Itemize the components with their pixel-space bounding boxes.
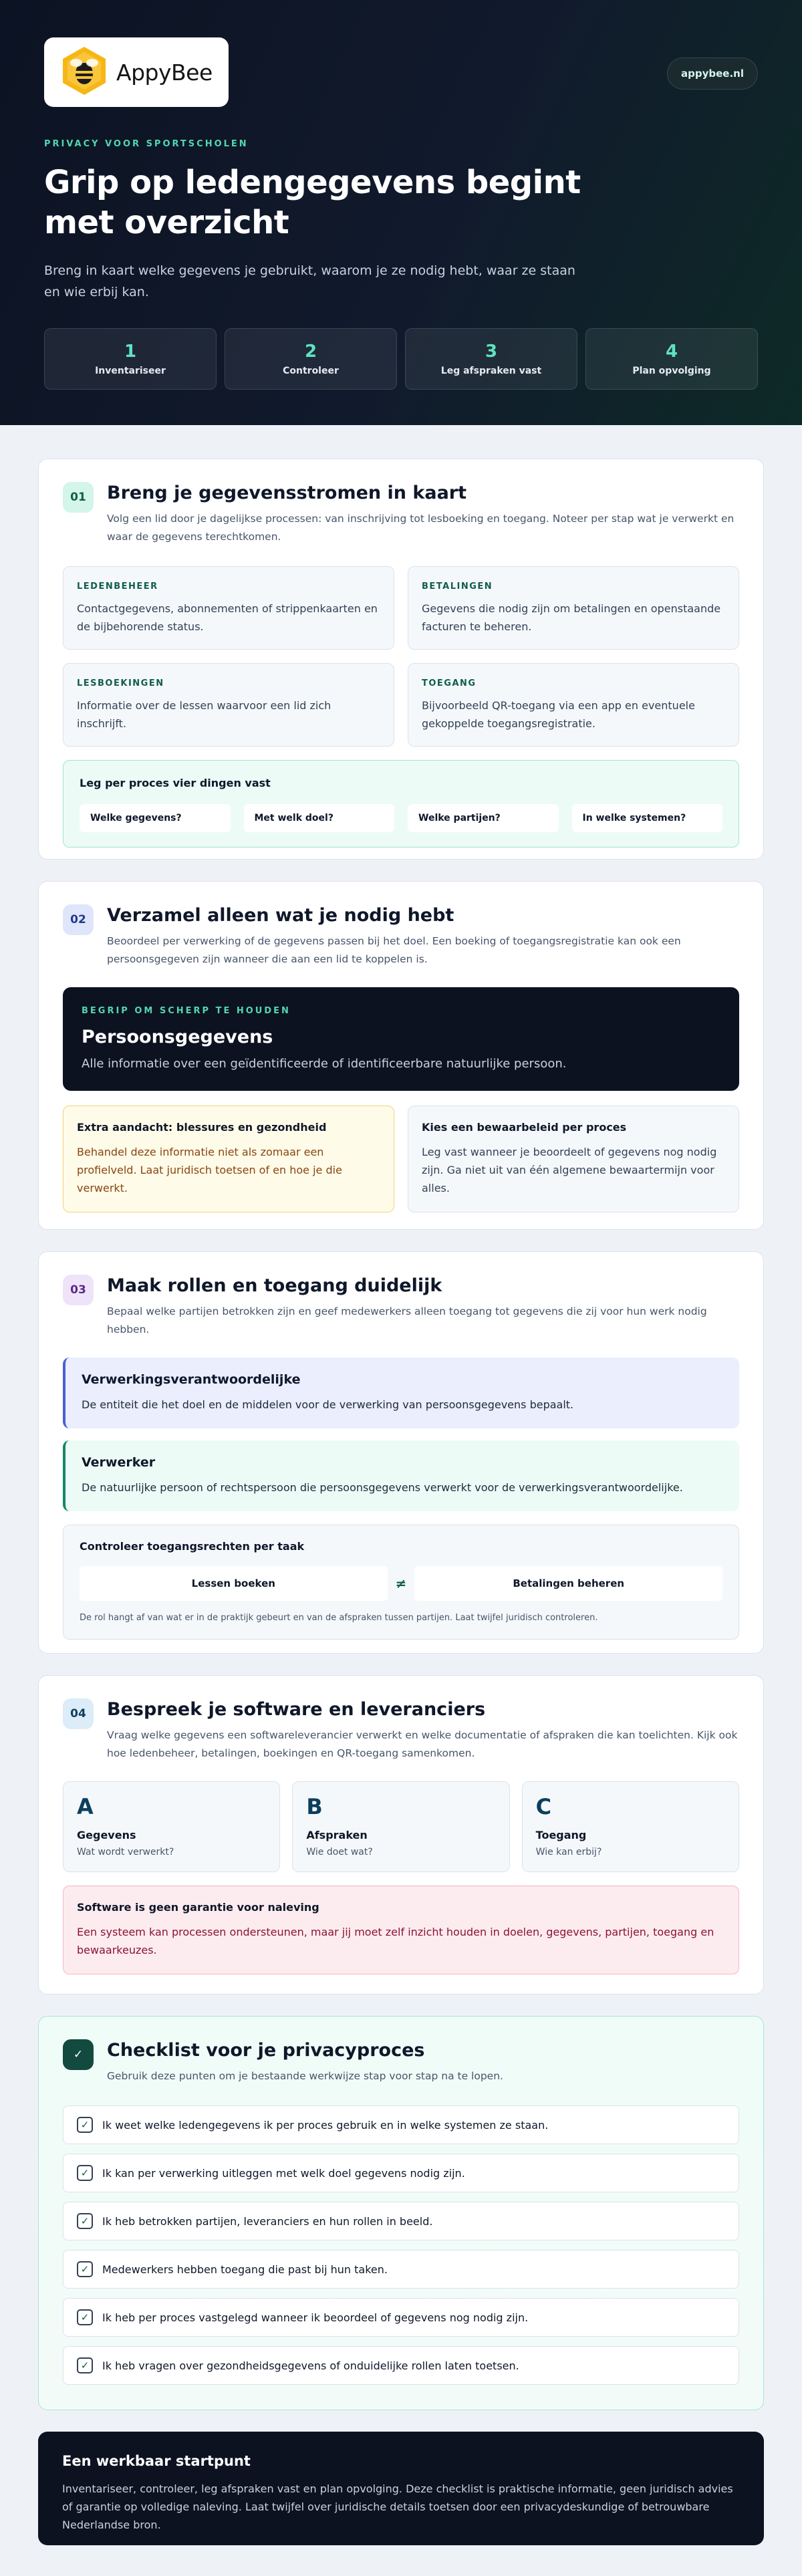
section-header (63, 904, 739, 969)
info-box-key: BETALINGEN (422, 582, 493, 592)
topic-card-afspraken (292, 1781, 509, 1872)
info-box-betalingen (408, 566, 739, 650)
bee-logo-icon (60, 45, 108, 99)
info-box-key: TOEGANG (422, 678, 477, 688)
access-rights-box (63, 1525, 739, 1640)
section-title: Bespreek je software en leveranciers (107, 1699, 486, 1720)
step-overview (44, 328, 758, 390)
step-card-1 (44, 328, 217, 390)
logo-text: AppyBee (116, 59, 213, 86)
info-box-text: Informatie over de lessen waarvoor een lid zich inschrijft. (77, 699, 331, 730)
section-number-badge: 03 (63, 1275, 94, 1305)
access-task-lessen-boeken: Lessen boeken (80, 1566, 388, 1601)
info-box-text: Gegevens die nodig zijn om betalingen en openstaande facturen te beheren. (422, 602, 721, 633)
section-description: Gebruik deze punten om je bestaande werkwijze stap voor stap na te lopen. (107, 2070, 503, 2082)
question-chip: Welke gegevens? (80, 804, 231, 832)
footer-title: Een werkbaar startpunt (62, 2453, 251, 2469)
software-warning-text: Een systeem kan processen ondersteunen, maar jij moet zelf inzicht houden in doelen, gegevens, partijen, toegang en bewaarkeuzes. (77, 1926, 714, 1956)
checkmark-icon: ✓ (63, 2039, 94, 2070)
retention-policy-box (408, 1106, 739, 1212)
role-text: De natuurlijke persoon of rechtspersoon die persoonsgegevens verwerkt voor de verwerkingsverantwoordelijke. (82, 1481, 683, 1494)
step-label: Leg afspraken vast (440, 366, 542, 376)
role-box-processor (63, 1440, 739, 1511)
checkbox-icon[interactable]: ✓ (77, 2165, 93, 2181)
definition-text: Alle informatie over een geïdentificeerde of identificeerbare natuurlijke persoon. (82, 1057, 567, 1071)
section-number-badge: 04 (63, 1698, 94, 1729)
question-chip: Met welk doel? (244, 804, 395, 832)
topic-title: Toegang (535, 1829, 587, 1841)
section-header (63, 482, 739, 546)
topic-card-gegevens (63, 1781, 280, 1872)
info-box-key: LEDENBEHEER (77, 582, 158, 592)
hero-header (0, 0, 802, 425)
hero-subtitle: Breng in kaart welke gegevens je gebruikt, waarom je ze nodig hebt, waar ze staan en wie erbij kan. (44, 263, 575, 299)
step-number: 2 (304, 342, 317, 362)
role-text: De entiteit die het doel en de middelen voor de verwerking van persoonsgegevens bepaalt. (82, 1398, 574, 1411)
info-box-lesboekingen (63, 663, 394, 747)
step-number: 1 (124, 342, 137, 362)
section-checklist (38, 2016, 764, 2410)
topic-letter: B (306, 1794, 323, 1819)
topic-letter: C (535, 1794, 552, 1819)
topic-card-toegang (522, 1781, 739, 1872)
software-warning-title: Software is geen garantie voor naleving (77, 1901, 319, 1914)
access-comparison (80, 1566, 722, 1601)
supplier-topics (63, 1781, 739, 1872)
section-title: Checklist voor je privacyproces (107, 2040, 425, 2061)
question-chips (80, 804, 722, 832)
checklist-item[interactable] (63, 2346, 739, 2385)
question-chip: Welke partijen? (408, 804, 559, 832)
section-title: Breng je gegevensstromen in kaart (107, 483, 467, 503)
topic-title: Afspraken (306, 1829, 368, 1841)
section-data-flows (38, 459, 764, 860)
attention-grid (63, 1106, 739, 1212)
info-box-text: Contactgegevens, abonnementen of strippenkaarten en de bijbehorende status. (77, 602, 378, 633)
role-title: Verwerkingsverantwoordelijke (82, 1372, 301, 1387)
health-warning-title: Extra aandacht: blessures en gezondheid (77, 1121, 327, 1134)
section-title: Verzamel alleen wat je nodig hebt (107, 905, 454, 926)
hero-eyebrow: PRIVACY VOOR SPORTSCHOLEN (44, 139, 249, 149)
definition-eyebrow: BEGRIP OM SCHERP TE HOUDEN (82, 1006, 291, 1016)
checklist-item[interactable] (63, 2250, 739, 2289)
checkbox-icon[interactable]: ✓ (77, 2117, 93, 2133)
not-equal-icon: ≠ (395, 1575, 407, 1591)
checklist-item[interactable] (63, 2202, 739, 2240)
question-chip: In welke systemen? (572, 804, 723, 832)
section-data-minimisation (38, 881, 764, 1230)
info-box-toegang (408, 663, 739, 747)
checklist-item-text: Ik weet welke ledengegevens ik per proces gebruik en in welke systemen ze staan. (102, 2118, 549, 2132)
section-description: Vraag welke gegevens een softwareleverancier verwerkt en welke documentatie of afspraken die kan toelichten. Kijk ook hoe ledenbeheer, betalingen, boekingen en QR-toegang samenkomen. (107, 1729, 738, 1759)
info-box-ledenbeheer (63, 566, 394, 650)
step-label: Controleer (283, 366, 339, 376)
checklist-items (63, 2105, 739, 2385)
checklist-item[interactable] (63, 2105, 739, 2144)
section-roles-access (38, 1251, 764, 1654)
topic-question: Wat wordt verwerkt? (77, 1847, 174, 1857)
definition-title: Persoonsgegevens (82, 1027, 273, 1047)
step-card-2 (225, 328, 397, 390)
page-title: Grip op ledengegevens begint met overzicht (44, 164, 581, 241)
checklist-item-text: Ik kan per verwerking uitleggen met welk doel gegevens nodig zijn. (102, 2166, 465, 2180)
checkbox-icon[interactable]: ✓ (77, 2261, 93, 2277)
role-title: Verwerker (82, 1455, 156, 1470)
site-link-pill[interactable]: appybee.nl (667, 57, 758, 90)
section-title: Maak rollen en toegang duidelijk (107, 1275, 442, 1296)
info-box-text: Bijvoorbeeld QR-toegang via een app en eventuele gekoppelde toegangsregistratie. (422, 699, 695, 730)
section-number-badge: 01 (63, 482, 94, 513)
retention-policy-title: Kies een bewaarbeleid per proces (422, 1121, 627, 1134)
access-rights-note: De rol hangt af van wat er in de praktijk gebeurt en van de afspraken tussen partijen. Laat twijfel juridisch controleren. (80, 1613, 598, 1623)
checklist-item-text: Ik heb vragen over gezondheidsgegevens of onduidelijke rollen laten toetsen. (102, 2359, 519, 2372)
hero-topbar (44, 37, 758, 107)
access-rights-title: Controleer toegangsrechten per taak (80, 1540, 305, 1553)
checkbox-icon[interactable]: ✓ (77, 2309, 93, 2325)
health-warning-box (63, 1106, 394, 1212)
definition-box-persoonsgegevens (63, 987, 739, 1091)
section-description: Beoordeel per verwerking of de gegevens passen bij het doel. Een boeking of toegangsregistratie kan ook een persoonsgegeven zijn wanneer die aan een lid te koppelen is. (107, 935, 681, 965)
step-label: Plan opvolging (632, 366, 711, 376)
role-box-controller (63, 1358, 739, 1428)
checklist-item-text: Ik heb betrokken partijen, leveranciers en hun rollen in beeld. (102, 2214, 433, 2228)
section-number-badge: 02 (63, 904, 94, 935)
checklist-item-text: Ik heb per proces vastgelegd wanneer ik beoordeel of gegevens nog nodig zijn. (102, 2311, 529, 2324)
section-description: Bepaal welke partijen betrokken zijn en geef medewerkers alleen toegang tot gegevens die zij voor hun werk nodig hebben. (107, 1305, 707, 1335)
footer-text: Inventariseer, controleer, leg afspraken vast en plan opvolging. Deze checklist is praktische informatie, geen juridisch advies of garantie op volledige naleving. Laat twijfel over juridische details toetsen door een privacydeskundige of betrouwbare Nederlandse bron. (62, 2482, 733, 2531)
section-header (63, 2039, 739, 2085)
checklist-item[interactable] (63, 2298, 739, 2337)
footer-startpoint (38, 2432, 764, 2545)
topic-question: Wie doet wat? (306, 1847, 373, 1857)
retention-policy-text: Leg vast wanneer je beoordeelt of gegevens nog nodig zijn. Ga niet uit van één algemene bewaartermijn voor alles. (422, 1146, 717, 1194)
step-number: 4 (665, 342, 678, 362)
section-header (63, 1275, 739, 1339)
section-description: Volg een lid door je dagelijkse processen: van inschrijving tot lesboeking en toegang. Noteer per stap wat je verwerkt en waar de gegevens terechtkomen. (107, 513, 734, 543)
topic-title: Gegevens (77, 1829, 136, 1841)
step-card-3 (405, 328, 577, 390)
checkbox-icon[interactable]: ✓ (77, 2357, 93, 2373)
topic-letter: A (77, 1794, 94, 1819)
checkbox-icon[interactable]: ✓ (77, 2213, 93, 2229)
appybee-logo[interactable] (44, 37, 229, 107)
data-flow-grid (63, 566, 739, 747)
software-warning-box (63, 1886, 739, 1974)
step-label: Inventariseer (95, 366, 166, 376)
step-number: 3 (485, 342, 498, 362)
section-software-suppliers (38, 1675, 764, 1994)
four-questions-box (63, 760, 739, 848)
health-warning-text: Behandel deze informatie niet als zomaar een profielveld. Laat juridisch toetsen of en hoe je die verwerkt. (77, 1146, 342, 1194)
checklist-item-text: Medewerkers hebben toegang die past bij hun taken. (102, 2263, 388, 2276)
info-box-key: LESBOEKINGEN (77, 678, 164, 688)
topic-question: Wie kan erbij? (535, 1847, 602, 1857)
access-task-betalingen-beheren: Betalingen beheren (414, 1566, 722, 1601)
section-header (63, 1698, 739, 1763)
checklist-item[interactable] (63, 2154, 739, 2192)
four-questions-title: Leg per proces vier dingen vast (80, 777, 271, 789)
step-card-4 (585, 328, 758, 390)
